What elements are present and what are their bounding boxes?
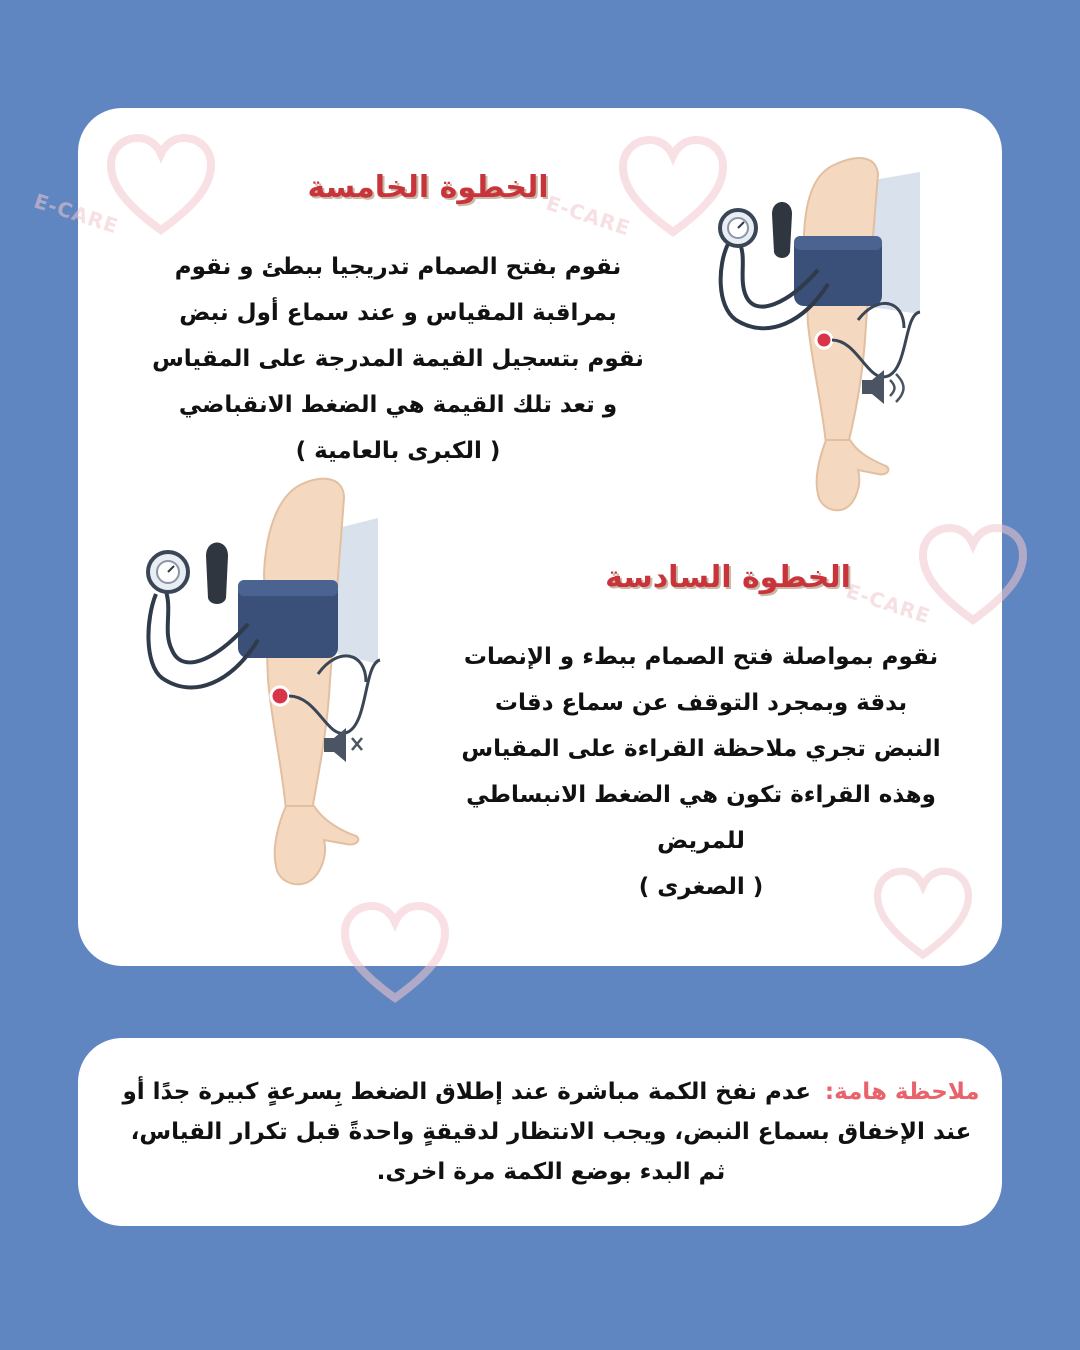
step6-line: بدقة وبمجرد التوقف عن سماع دقات [494, 690, 908, 716]
sound-muted-icon [324, 728, 362, 762]
step5-line: نقوم بتسجيل القيمة المدرجة على المقياس [152, 346, 644, 372]
note-body: عدم نفخ الكمة مباشرة عند إطلاق الضغط بِسرعةٍ كبيرة جدًا أو عند الإخفاق بسماع النبض، ويجب الانتظار لدقيقةٍ واحدةً قبل تكرار القياس، ثم البدء بوضع الكمة مرة اخرى. [122, 1079, 972, 1185]
note-text [122, 1072, 980, 1192]
step6-line: وهذه القراءة تكون هي الضغط الانبساطي [466, 782, 936, 808]
watermark-logo [843, 520, 1028, 650]
watermark-logo [31, 130, 216, 250]
step6-line: نقوم بمواصلة فتح الصمام ببطء و الإنصات [463, 644, 939, 670]
step5-line: ( الكبرى بالعامية ) [295, 438, 501, 464]
steps-card [31, 108, 1002, 966]
step6-illustration [148, 474, 408, 894]
step6-line: للمريض [657, 828, 745, 854]
step5-illustration [708, 144, 928, 524]
step6-title: الخطوة السادسة [605, 560, 851, 595]
step5-line: نقوم بفتح الصمام تدريجيا ببطئ و نقوم [174, 254, 622, 280]
svg-text:E-CARE: E-CARE [543, 190, 634, 241]
svg-text:E-CARE: E-CARE [843, 578, 934, 629]
note-card [78, 1038, 1002, 1226]
step6-line: ( الصغرى ) [638, 874, 764, 900]
step5-line: بمراقبة المقياس و عند سماع أول نبض [179, 300, 617, 326]
step5-line: و تعد تلك القيمة هي الضغط الانقباضي [178, 392, 618, 418]
sound-on-icon [862, 370, 904, 404]
step5-title: الخطوة الخامسة [307, 170, 549, 205]
note-label: ملاحظة هامة: [824, 1079, 980, 1105]
step5-text [98, 244, 698, 474]
step6-text [418, 634, 984, 910]
step6-line: النبض تجري ملاحظة القراءة على المقياس [461, 736, 941, 762]
svg-text:E-CARE: E-CARE [31, 188, 122, 239]
